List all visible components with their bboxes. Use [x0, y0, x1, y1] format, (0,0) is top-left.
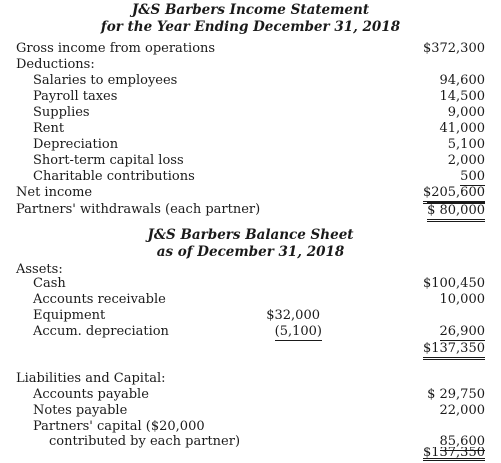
- equipment-row: [0, 308, 501, 324]
- deduction-value: 41,000: [439, 121, 485, 136]
- income-statement-title: J&S Barbers Income Statement: [131, 2, 370, 18]
- deduction-value: 2,000: [447, 153, 485, 168]
- accum-depreciation-row: [0, 324, 501, 340]
- deduction-label: Depreciation: [33, 137, 119, 152]
- deduction-label: Payroll taxes: [33, 89, 118, 104]
- net-income-row: [0, 185, 501, 201]
- deduction-row: [0, 105, 501, 121]
- accounts-receivable-value: 10,000: [439, 292, 485, 307]
- deduction-label: Rent: [33, 121, 65, 136]
- deduction-value: 500: [460, 169, 485, 184]
- deductions-label: Deductions:: [16, 57, 95, 72]
- equipment-label: Equipment: [33, 308, 106, 323]
- accounts-receivable-row: [0, 292, 501, 308]
- deduction-row: [0, 73, 501, 89]
- withdrawals-value: $ 80,000: [427, 202, 485, 222]
- net-income-label: Net income: [16, 185, 93, 200]
- deduction-row: [0, 153, 501, 169]
- total-liabilities-row: [0, 447, 501, 463]
- total-assets-row: [0, 341, 501, 357]
- accounts-receivable-label: Accounts receivable: [33, 292, 166, 307]
- balance-sheet-date: as of December 31, 2018: [156, 244, 345, 260]
- balance-sheet-title: J&S Barbers Balance Sheet: [147, 227, 354, 243]
- deduction-value: 14,500: [439, 89, 485, 104]
- partners-capital-value: 85,600: [439, 434, 485, 449]
- accum-depreciation-value: (5,100): [274, 324, 322, 339]
- gross-income-value: $372,300: [422, 41, 485, 56]
- accum-depreciation-label: Accum. depreciation: [33, 324, 169, 339]
- gross-income-row: [0, 41, 501, 57]
- deduction-value: 94,600: [439, 73, 485, 88]
- cash-row: [0, 276, 501, 292]
- accounts-payable-row: [0, 387, 501, 403]
- deduction-row: [0, 89, 501, 105]
- assets-label: Assets:: [16, 262, 63, 277]
- deduction-row: [0, 137, 501, 153]
- withdrawals-label: Partners' withdrawals (each partner): [16, 202, 261, 217]
- notes-payable-label: Notes payable: [33, 403, 128, 418]
- deductions-heading-row: [0, 57, 501, 73]
- net-equipment-value: 26,900: [439, 324, 485, 339]
- deduction-label: Supplies: [33, 105, 90, 120]
- withdrawals-row: [0, 202, 501, 218]
- notes-payable-value: 22,000: [439, 403, 485, 418]
- deduction-label: Salaries to employees: [33, 73, 178, 88]
- partners-capital-label: Partners' capital ($20,000: [33, 419, 205, 434]
- income-statement-period: for the Year Ending December 31, 2018: [100, 19, 401, 35]
- notes-payable-row: [0, 403, 501, 419]
- deduction-value: 5,100: [447, 137, 485, 152]
- cash-value: $100,450: [422, 276, 485, 291]
- net-income-value: $205,600: [423, 185, 485, 204]
- deduction-row: [0, 121, 501, 137]
- cash-label: Cash: [33, 276, 66, 291]
- deduction-label: Short-term capital loss: [33, 153, 184, 168]
- deduction-value: 9,000: [447, 105, 485, 120]
- accounts-payable-label: Accounts payable: [33, 387, 149, 402]
- partners-capital-label-cont: contributed by each partner): [49, 434, 241, 449]
- deduction-row: [0, 169, 501, 185]
- gross-income-label: Gross income from operations: [16, 41, 216, 56]
- accounts-payable-value: $ 29,750: [427, 387, 485, 402]
- partners-capital-row: [0, 419, 501, 435]
- total-assets-value: $137,350: [423, 341, 485, 360]
- total-liabilities-value: $137,350: [422, 447, 485, 460]
- liabilities-label: Liabilities and Capital:: [16, 371, 166, 386]
- liabilities-heading-row: [0, 371, 501, 387]
- deduction-label: Charitable contributions: [33, 169, 195, 184]
- equipment-value: $32,000: [266, 308, 320, 323]
